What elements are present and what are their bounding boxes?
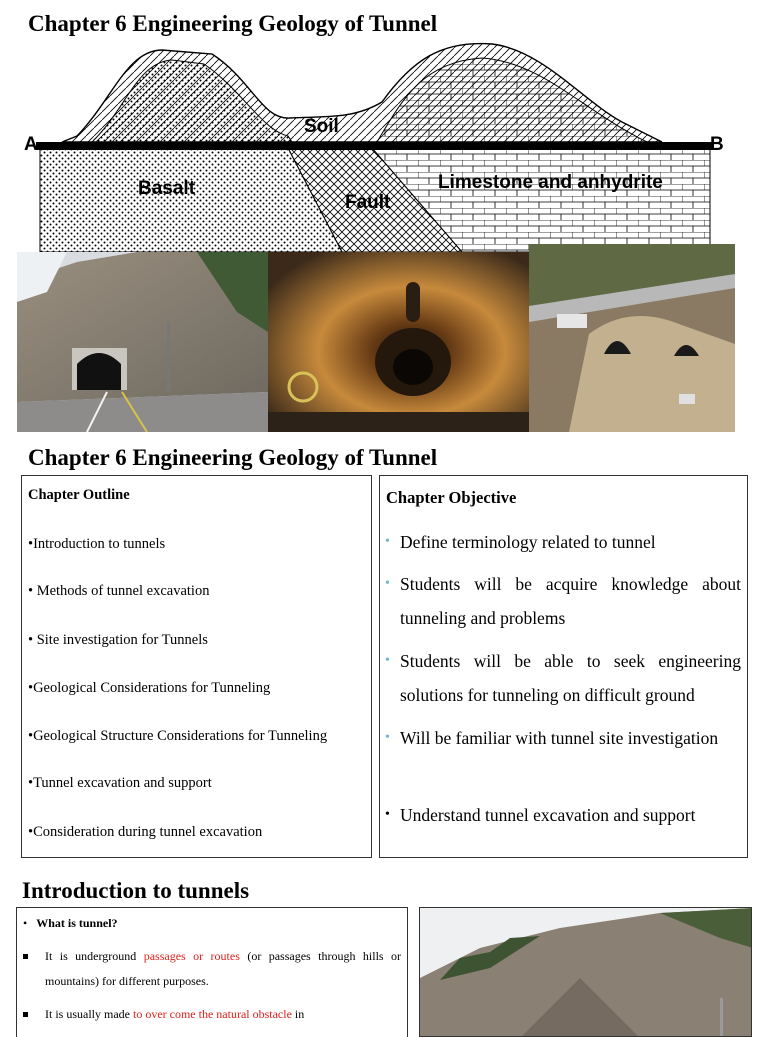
outline-item: • Site investigation for Tunnels — [28, 632, 208, 648]
outline-item: •Consideration during tunnel excavation — [28, 824, 263, 840]
bullet-icon: • — [385, 534, 390, 549]
limestone-label: Limestone and anhydrite — [438, 172, 663, 193]
section-label-b: B — [710, 134, 724, 155]
outline-item: •Introduction to tunnels — [28, 536, 166, 552]
rock-slope-photo — [419, 907, 752, 1037]
geological-cross-section — [22, 40, 738, 256]
objective-item: • Understand tunnel excavation and support — [400, 798, 741, 832]
chapter-outline-box — [21, 475, 372, 858]
chapter-objective-box — [379, 475, 748, 858]
outline-heading: Chapter Outline — [28, 487, 130, 503]
outline-item: •Tunnel excavation and support — [28, 775, 212, 791]
bullet-icon: • — [385, 730, 390, 745]
bullet-icon: • — [385, 653, 390, 668]
intro-bullet-item: It is underground passages or routes (or passages through hills or mountains) for different purposes. — [45, 944, 401, 994]
question-line — [23, 916, 118, 931]
square-bullet-icon — [23, 954, 28, 959]
intro-text-box — [16, 907, 408, 1037]
slide2-title: Chapter 6 Engineering Geology of Tunnel — [28, 445, 438, 470]
objective-heading: Chapter Objective — [386, 488, 517, 507]
basalt-label: Basalt — [138, 178, 196, 199]
objective-item: • Define terminology related to tunnel — [400, 525, 741, 559]
outline-item: • Methods of tunnel excavation — [28, 583, 210, 599]
tunnel-portals-aerial-photo — [529, 244, 735, 432]
bullet-icon: • — [385, 576, 390, 591]
slide1-title: Chapter 6 Engineering Geology of Tunnel — [28, 11, 438, 36]
tunnel-interior-photo — [268, 252, 529, 432]
objective-item: • Students will be able to seek engineering solutions for tunneling on difficult ground — [400, 644, 741, 712]
bullet-icon: • — [385, 807, 390, 822]
soil-label: Soil — [304, 116, 339, 137]
objective-item: • Students will be acquire knowledge about tunneling and problems — [400, 567, 741, 635]
slide3-title: Introduction to tunnels — [22, 878, 250, 903]
outline-item: •Geological Considerations for Tunneling — [28, 680, 271, 696]
road-tunnel-photo — [17, 252, 268, 432]
intro-bullet-item: It is usually made to over come the natural obstacle in — [45, 1002, 401, 1027]
square-bullet-icon — [23, 1012, 28, 1017]
bullet-icon: • — [23, 916, 28, 930]
outline-item: •Geological Structure Considerations for Tunneling — [28, 728, 328, 744]
question-text: What is tunnel? — [36, 916, 118, 930]
section-label-a: A — [24, 134, 38, 155]
objective-item: • Will be familiar with tunnel site investigation — [400, 721, 741, 755]
fault-label: Fault — [345, 192, 391, 213]
